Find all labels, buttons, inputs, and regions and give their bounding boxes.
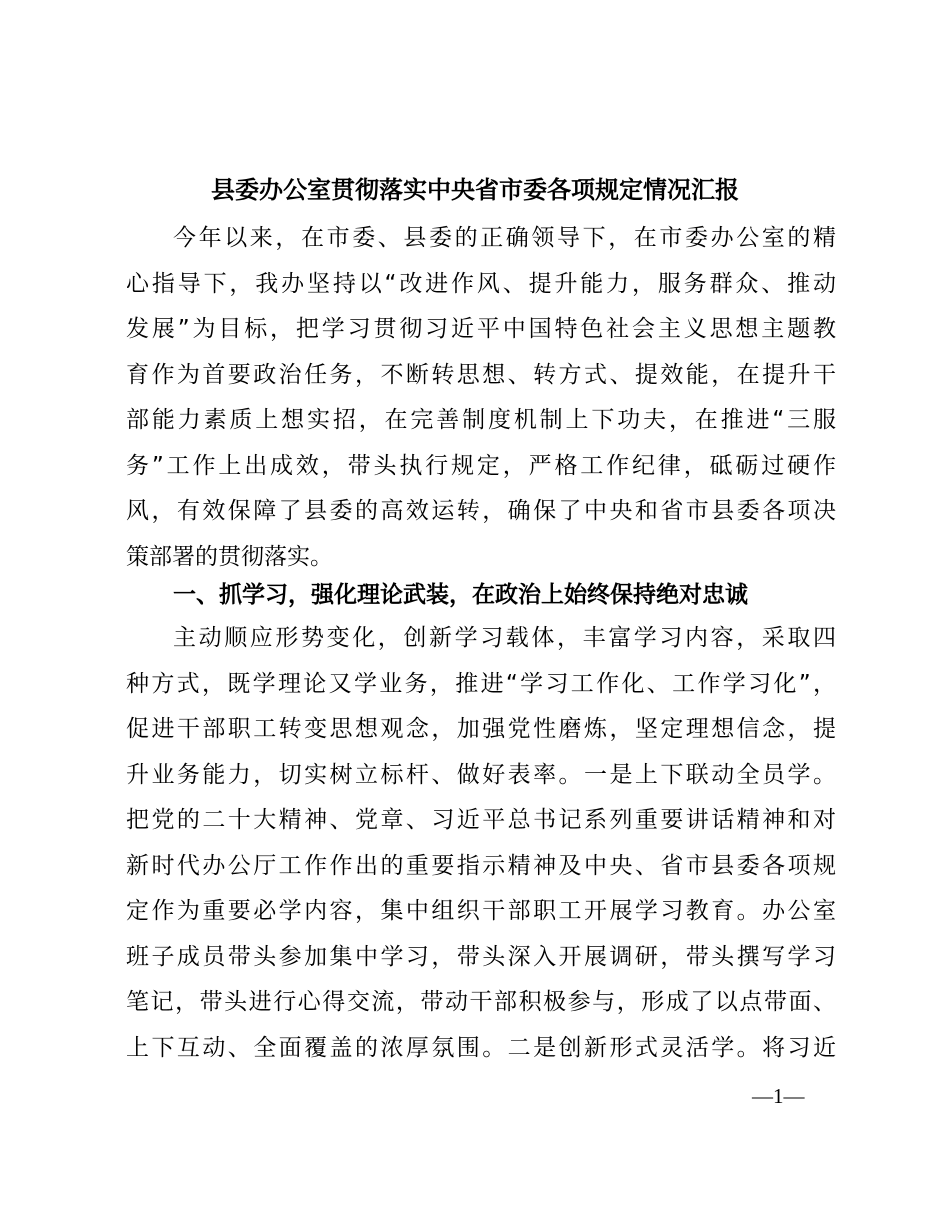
- paragraph-line: 促进干部职工转变思想观念，加强党性磨炼，坚定理想信念，提: [126, 716, 836, 742]
- paragraph-line: 定作为重要必学内容，集中组织干部职工开展学习教育。办公室: [126, 898, 836, 924]
- paragraph-line: 今年以来，在市委、县委的正确领导下，在市委办公室的精: [173, 225, 836, 251]
- paragraph-line: 风，有效保障了县委的高效运转，确保了中央和省市县委各项决: [126, 498, 836, 524]
- section-heading: 一、抓学习，强化理论武装，在政治上始终保持绝对忠诚: [173, 582, 748, 608]
- paragraph-line: 升业务能力，切实树立标杆、做好表率。一是上下联动全员学。: [126, 761, 836, 788]
- paragraph-line: 务”工作上出成效，带头执行规定，严格工作纪律，砥砺过硬作: [126, 452, 836, 479]
- intro-paragraph: [126, 216, 836, 580]
- paragraph-line: 把党的二十大精神、党章、习近平总书记系列重要讲话精神和对: [126, 807, 836, 833]
- paragraph-line: 发展”为目标，把学习贯彻习近平中国特色社会主义思想主题教: [126, 316, 836, 342]
- paragraph-line: 上下互动、全面覆盖的浓厚氛围。二是创新形式灵活学。将习近: [126, 1034, 836, 1061]
- paragraph-line: 主动顺应形势变化，创新学习载体，丰富学习内容，采取四: [173, 625, 836, 651]
- paragraph-line: 部能力素质上想实招，在完善制度机制上下功夫，在推进“三服: [126, 407, 836, 433]
- page-number: —1—: [752, 1084, 805, 1108]
- paragraph-line: 种方式，既学理论又学业务，推进“学习工作化、工作学习化”，: [126, 670, 836, 697]
- paragraph-line: 新时代办公厅工作作出的重要指示精神及中央、省市县委各项规: [126, 852, 836, 879]
- paragraph-line: 策部署的贯彻落实。: [126, 543, 333, 570]
- document-title: 县委办公室贯彻落实中央省市委各项规定情况汇报: [211, 175, 739, 204]
- paragraph-line: 笔记，带头进行心得交流，带动干部积极参与，形成了以点带面、: [126, 989, 836, 1015]
- paragraph-line: 班子成员带头参加集中学习，带头深入开展调研，带头撰写学习: [126, 943, 836, 970]
- section1-paragraph: [126, 616, 836, 1071]
- paragraph-line: 心指导下，我办坚持以“改进作风、提升能力，服务群众、推动: [126, 270, 836, 297]
- paragraph-line: 育作为首要政治任务，不断转思想、转方式、提效能，在提升干: [126, 361, 836, 388]
